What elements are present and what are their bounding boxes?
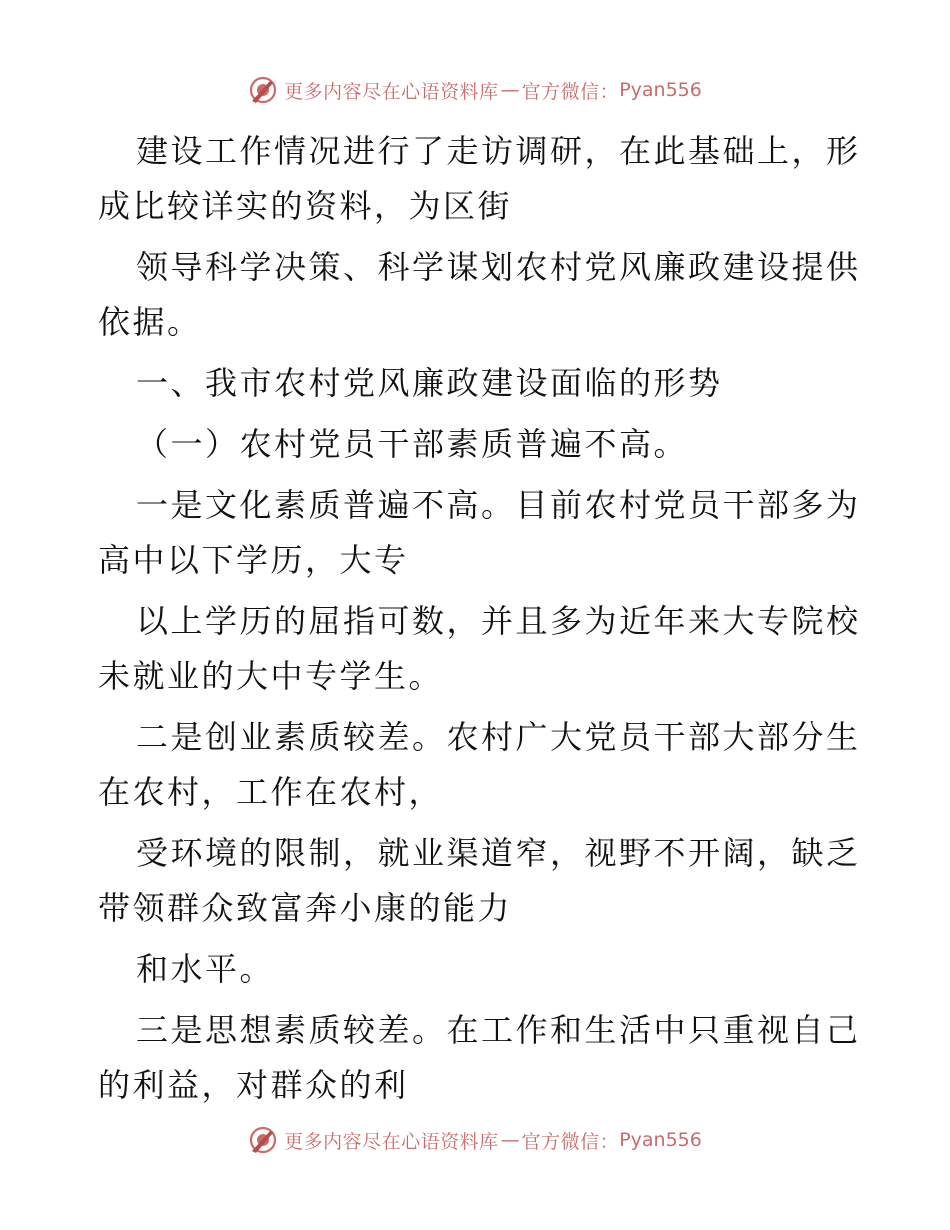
watermark-text: 更多内容尽在心语资料库 [284,80,499,103]
paragraph [98,124,861,234]
watermark-separator: — [500,1129,520,1151]
document-body [98,124,861,1113]
text-line: （一）农村党员干部素质普遍不高。 [136,425,689,463]
text-line: 三是思想素质较差。在工作和生活中只重视自己 [136,1011,861,1049]
watermark-separator: — [500,79,520,101]
paragraph [98,942,858,997]
text-line: 在农村，工作在农村， [98,773,444,811]
text-line: 领导科学决策、科学谋划农村党风廉政建设提供 [136,248,861,286]
section-heading [98,356,858,411]
text-line: 一、我市农村党风廉政建设面临的形势 [136,364,723,402]
watermark-channel: 官方微信： [521,1130,620,1153]
watermark-text: 更多内容尽在心语资料库 [284,1130,499,1153]
footer-watermark [0,1122,950,1158]
text-line: 建设工作情况进行了走访调研，在此基础上，形 [136,132,861,170]
text-line: 和水平。 [136,950,275,988]
paragraph [98,826,861,936]
paragraph [98,240,861,350]
paragraph [98,594,861,704]
brush-logo-icon [248,75,278,105]
text-line: 高中以下学历，大专 [98,541,409,579]
paragraph [98,1003,861,1113]
header-watermark [0,72,950,108]
watermark-channel: 官方微信： [521,80,620,103]
text-line: 的利益，对群众的利 [98,1066,409,1104]
brush-logo-icon [248,1125,278,1155]
text-line: 以上学历的屈指可数，并且多为近年来大专院校 [136,602,861,640]
text-line: 依据。 [98,303,202,341]
paragraph [98,710,861,820]
watermark-id: Pyan556 [619,1129,702,1151]
text-line: 成比较详实的资料，为区街 [98,187,513,225]
subsection-heading [98,417,858,472]
text-line: 受环境的限制，就业渠道窄，视野不开阔，缺乏 [136,834,861,872]
watermark-id: Pyan556 [619,79,702,101]
paragraph [98,478,861,588]
text-line: 二是创业素质较差。农村广大党员干部大部分生 [136,718,861,756]
text-line: 带领群众致富奔小康的能力 [98,889,513,927]
text-line: 未就业的大中专学生。 [98,657,444,695]
text-line: 一是文化素质普遍不高。目前农村党员干部多为 [136,486,861,524]
